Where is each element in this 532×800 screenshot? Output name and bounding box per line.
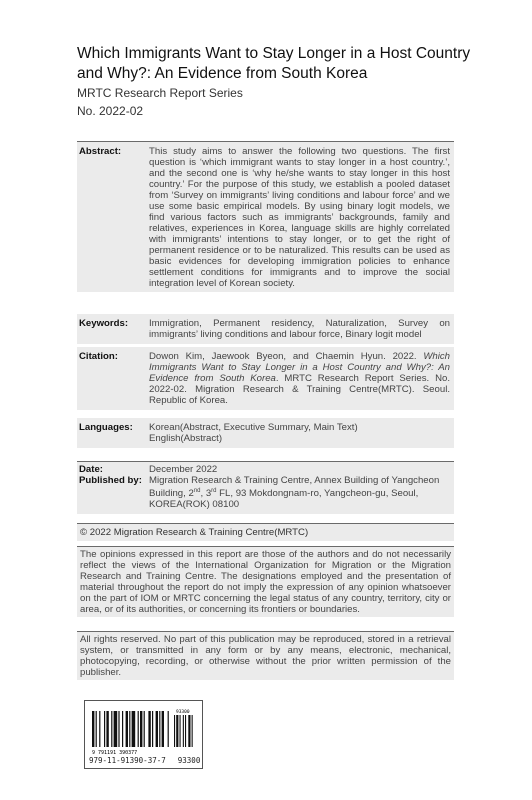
citation-rest: . MRTC Research Report Series. No. 2022-02. Migration Research & Training Centre(MRTC). Seoul. Republic of Korea. — [149, 373, 450, 406]
published-by-value — [149, 475, 454, 510]
rights-text: All rights reserved. No part of this publication may be reproduced, stored in a retrieval system, or transmitted in any form or by any means, electronic, mechanical, photocopying, recording, or otherwise without the prior written permission of the publisher. — [77, 631, 454, 680]
citation-label: Citation: — [79, 351, 118, 362]
languages-label: Languages: — [79, 422, 133, 433]
barcode-bar — [92, 711, 94, 747]
abstract-label: Abstract: — [79, 146, 122, 157]
report-series: MRTC Research Report Series — [77, 86, 243, 100]
barcode-bar — [114, 711, 118, 747]
languages-section — [77, 418, 454, 448]
date-value: December 2022 — [149, 464, 218, 475]
abstract-text: This study aims to answer the following two questions. The first question is ‘which immigrant wants to stay longer in a host country.’, and the second one is ‘why he/she wants to stay longer in this host country.’ For the purpose of this study, we establish a pooled dataset from ‘Survey on immigrants’ living conditions and labour force’ and we use some basic empirical models. By using binary logit models, we find various factors such as immigrants’ backgrounds, family and relatives, experiences in Korea, language skills are highly correlated with immigrants’ intentions to stay longer, or to get the right of permanent residence or to be naturalized. This results can be used as basic evidences for developing immigration policies to enhance settlement conditions for immigrants and to improve the social integration level of Korean society. — [149, 146, 450, 289]
barcode-addon-bar — [176, 715, 178, 747]
keywords-text: Immigration, Permanent residency, Naturalization, Survey on immigrants’ living conditions and labour force, Binary logit model — [149, 318, 450, 340]
barcode-bar — [156, 711, 158, 747]
languages-line-1: Korean(Abstract, Executive Summary, Main Text) — [149, 422, 358, 433]
barcode-bar — [111, 711, 112, 747]
copyright-notice: © 2022 Migration Research & Training Centre(MRTC) — [77, 523, 454, 541]
barcode-bar — [152, 711, 153, 747]
barcode-bar — [104, 711, 105, 747]
barcode-addon-digits: 93300 — [176, 710, 190, 715]
keywords-section — [77, 314, 454, 344]
isbn-barcode — [84, 700, 203, 769]
citation-text — [149, 351, 454, 406]
report-number: No. 2022-02 — [77, 104, 144, 118]
report-title: Which Immigrants Want to Stay Longer in a Host Country and Why?: An Evidence from South Korea — [77, 45, 471, 82]
barcode-bar — [144, 711, 145, 747]
publisher-line-2: Building, 2nd, 3rd FL, 93 Mokdongnam-ro, Yangcheon-gu, Seoul, — [149, 488, 419, 500]
citation-section — [77, 347, 454, 410]
barcode-bar — [118, 711, 119, 747]
languages-text — [149, 422, 454, 444]
barcode-bar — [138, 711, 139, 747]
languages-line-2: English(Abstract) — [149, 433, 223, 444]
date-label: Date: — [79, 464, 103, 475]
abstract-section — [77, 141, 454, 292]
barcode-bar — [148, 711, 150, 747]
barcode-addon-bar — [174, 715, 175, 747]
citation-title: Which Immigrants Want to Stay Longer in a Host Country and Why?: An Evidence from South Korea — [149, 351, 450, 384]
barcode-bar — [132, 711, 136, 747]
isbn-number: 979-11-91390-37-7 93300 — [89, 756, 201, 765]
citation-authors: Dowon Kim, Jaewook Byeon, and Chaemin Hyun. 2022. — [149, 351, 424, 362]
publication-section — [77, 461, 454, 514]
barcode-bar — [168, 711, 169, 747]
barcode-addon-bar — [180, 715, 181, 747]
barcode-bar — [162, 711, 164, 747]
barcode-addon-bar — [192, 715, 193, 747]
barcode-addon-bar — [185, 715, 186, 747]
barcode-addon-bar — [188, 715, 190, 747]
disclaimer-text: The opinions expressed in this report are those of the authors and do not necessarily reflect the views of the International Organization for Migration or the Migration Research and Training Centre. The designations employed and the presentation of material throughout the report do not imply the expression of any opinion whatsoever on the part of IOM or MRTC concerning the legal status of any country, territory, city or area, or of its authorities, or concerning its frontiers or boundaries. — [77, 546, 454, 617]
barcode-bar — [140, 711, 142, 747]
barcode-bar — [96, 711, 97, 747]
barcode-bar — [122, 711, 123, 747]
barcode-bar — [159, 711, 160, 747]
published-by-label: Published by: — [79, 475, 142, 486]
keywords-label: Keywords: — [79, 318, 129, 329]
barcode-addon-bar — [183, 715, 184, 747]
barcode-icon — [92, 707, 196, 755]
barcode-digits: 9 791191 390377 — [92, 750, 138, 755]
barcode-bar — [106, 711, 108, 747]
barcode-bar — [129, 711, 130, 747]
publisher-line-1: Migration Research & Training Centre, Annex Building of Yangcheon — [149, 475, 440, 486]
barcode-bar — [99, 711, 100, 747]
barcode-bar — [126, 711, 128, 747]
publisher-line-3: KOREA(ROK) 08100 — [149, 499, 240, 511]
